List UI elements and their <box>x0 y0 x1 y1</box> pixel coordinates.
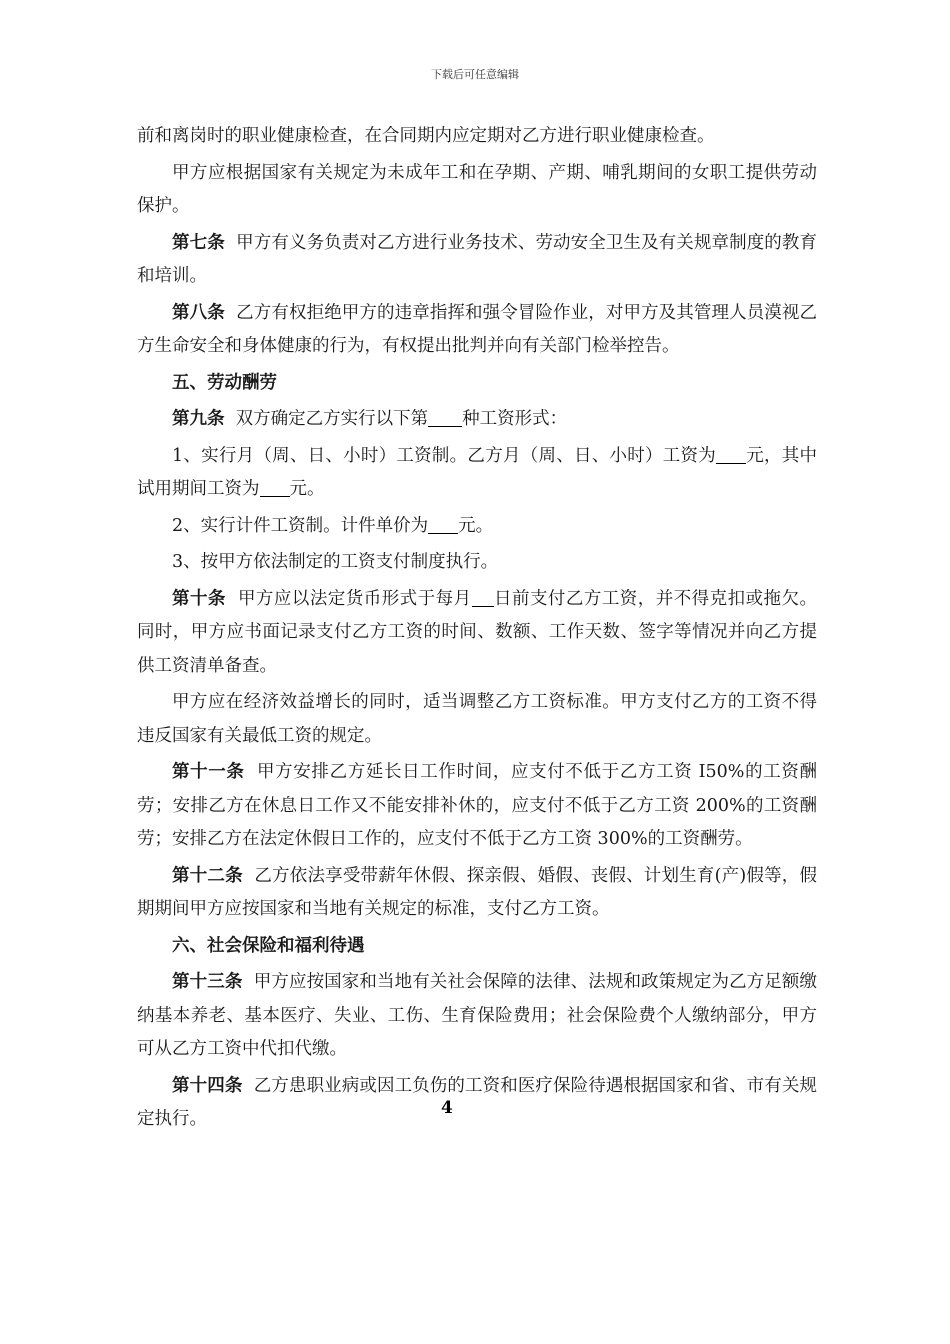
article-text: 双方确定乙方实行以下第 <box>235 409 429 429</box>
paragraph-text: 甲方应根据国家有关规定为未成年工和在孕期、产期、哺乳期间的女职工提供劳动保护。 <box>137 162 817 216</box>
article-text: 甲方应按国家和当地有关社会保障的法律、法规和政策规定为乙方足额缴纳基本养老、基本医疗、失业、工伤、生育保险费用；社会保险费个人缴纳部分，甲方可从乙方工资中代扣代缴。 <box>137 972 817 1059</box>
fill-blank <box>716 445 746 464</box>
article-10 <box>137 583 817 684</box>
article-8 <box>137 297 817 364</box>
article-text: 甲方安排乙方延长日工作时间，应支付不低于乙方工资 I50%的工资酬劳；安排乙方在休息日工作又不能安排补休的，应支付不低于乙方工资 200%的工资酬劳；安排乙方在法定休假日工作的，应支付不低于乙方工资 300%的工资酬劳。 <box>137 762 817 849</box>
fill-blank <box>472 588 494 607</box>
wage-option-3 <box>137 546 817 580</box>
article-text: 乙方有权拒绝甲方的违章指挥和强令冒险作业，对甲方及其管理人员漠视乙方生命安全和身体健康的行为，有权提出批判并向有关部门检举控告。 <box>137 302 818 356</box>
article-label: 第十二条 <box>172 865 243 886</box>
paragraph-text: 3、按甲方依法制定的工资支付制度执行。 <box>172 552 499 572</box>
section-heading-text: 六、社会保险和福利待遇 <box>172 935 365 956</box>
article-label: 第十三条 <box>172 972 243 992</box>
paragraph-text: 元。 <box>289 479 325 499</box>
article-label: 第十一条 <box>172 762 245 782</box>
page-header: 下载后可任意编辑 <box>431 68 519 81</box>
paragraph-text: 元，其中试用期间工资为 <box>137 445 817 499</box>
paragraph-health-check <box>137 120 817 154</box>
article-11 <box>137 756 817 857</box>
article-text: 乙方依法享受带薪年休假、探亲假、婚假、丧假、计划生育(产)假等，假期期间甲方应按国家和当地有关规定的标准，支付乙方工资。 <box>137 865 817 919</box>
article-label: 第十条 <box>172 588 226 609</box>
article-label: 第九条 <box>172 409 225 429</box>
article-13 <box>137 966 817 1067</box>
paragraph-text: 元。 <box>458 515 494 536</box>
article-text: 日前支付乙方工资，并不得克扣或拖欠。同时，甲方应书面记录支付乙方工资的时间、数额、工作天数、签字等情况并向乙方提供工资清单备查。 <box>137 588 817 676</box>
article-7 <box>137 227 817 294</box>
section-heading-text: 五、劳动酬劳 <box>172 372 277 393</box>
page-number: 4 <box>441 1098 453 1118</box>
article-label: 第七条 <box>172 232 225 253</box>
section-heading-6 <box>137 930 817 964</box>
section-heading-5 <box>137 367 817 401</box>
fill-blank <box>428 515 458 534</box>
paragraph-text: 1、实行月（周、日、小时）工资制。乙方月（周、日、小时）工资为 <box>172 445 716 466</box>
paragraph-text: 甲方应在经济效益增长的同时，适当调整乙方工资标准。甲方支付乙方的工资不得违反国家有关最低工资的规定。 <box>137 692 817 746</box>
fill-blank <box>428 409 462 428</box>
article-12 <box>137 860 817 927</box>
fill-blank <box>260 479 290 498</box>
paragraph-wage-adjustment <box>137 686 817 753</box>
article-text: 甲方有义务负责对乙方进行业务技术、劳动安全卫生及有关规章制度的教育和培训。 <box>137 232 818 286</box>
article-14 <box>137 1070 817 1137</box>
article-label: 第八条 <box>172 302 225 323</box>
wage-option-2 <box>137 510 817 544</box>
article-text: 种工资形式： <box>462 409 568 429</box>
article-label: 第十四条 <box>172 1075 243 1096</box>
article-text: 乙方患职业病或因工负伤的工资和医疗保险待遇根据国家和省、市有关规定执行。 <box>137 1075 817 1129</box>
paragraph-text: 2、实行计件工资制。计件单价为 <box>172 515 429 536</box>
paragraph-female-workers <box>137 157 817 224</box>
paragraph-text: 前和离岗时的职业健康检查，在合同期内应定期对乙方进行职业健康检查。 <box>137 126 715 146</box>
wage-option-1 <box>137 440 817 507</box>
document-body <box>137 120 817 1140</box>
article-text: 甲方应以法定货币形式于每月 <box>237 588 472 609</box>
article-9 <box>137 403 817 437</box>
